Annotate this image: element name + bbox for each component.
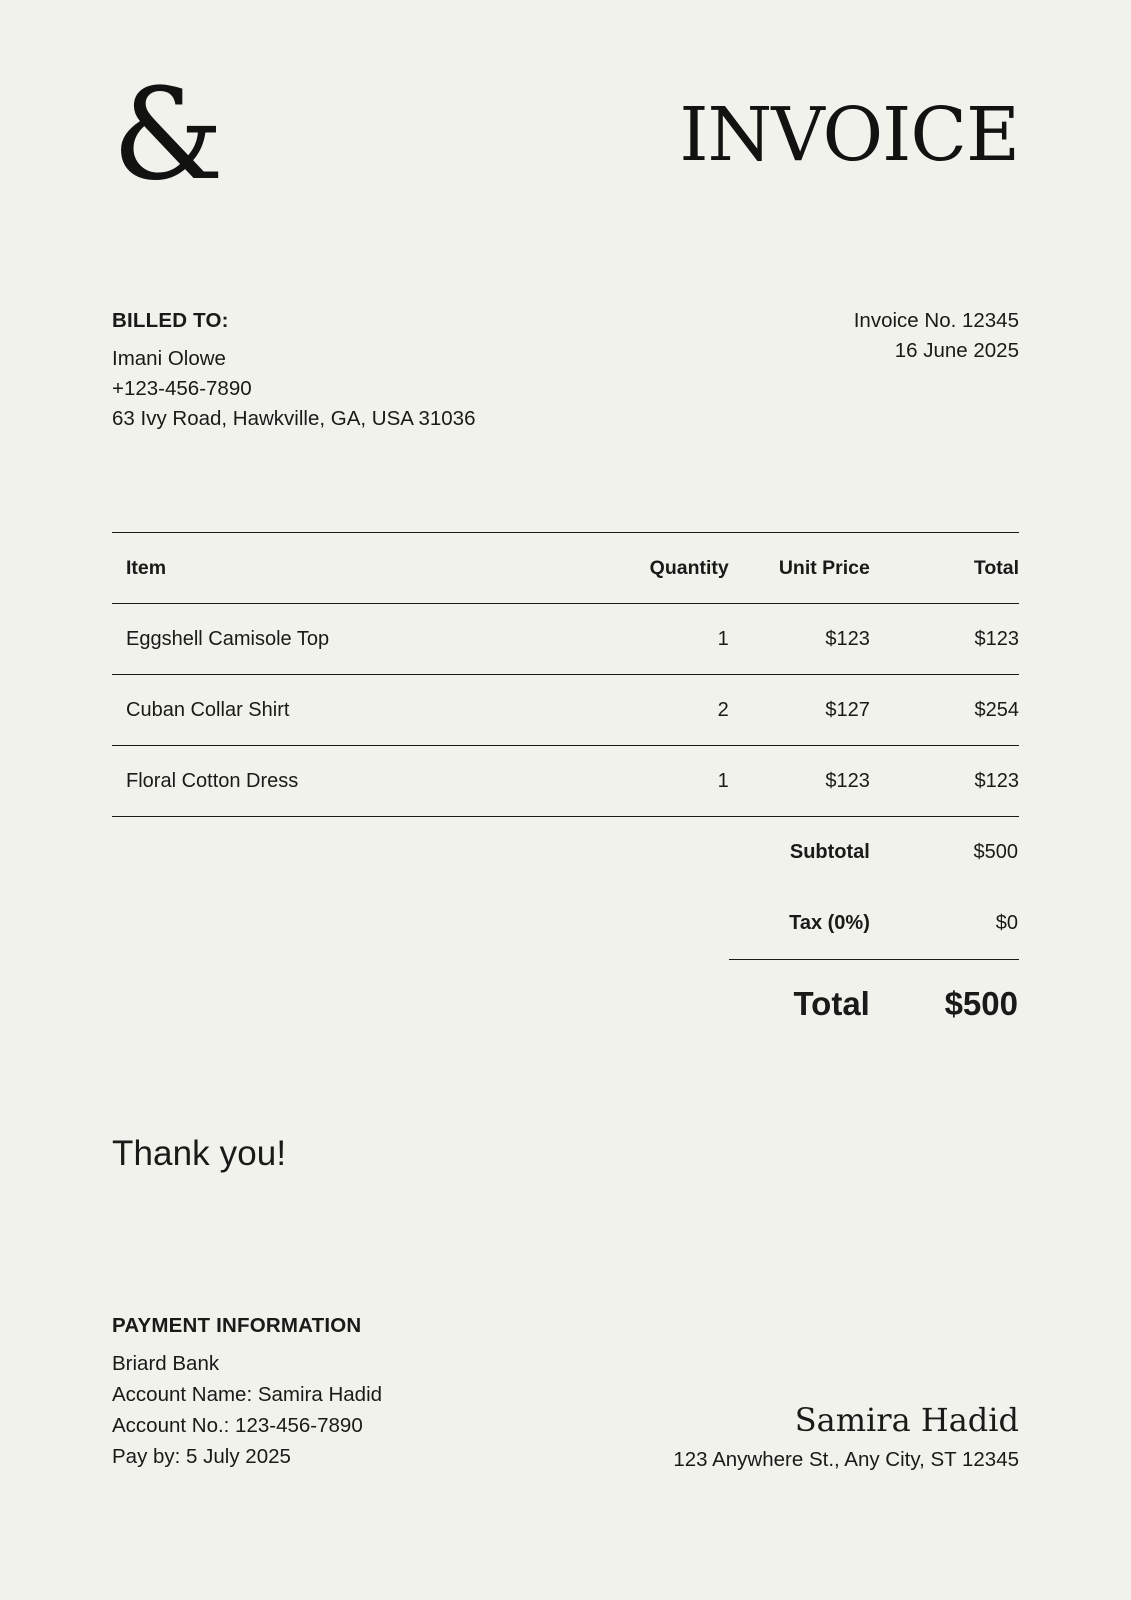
summary-spacer <box>112 888 584 959</box>
invoice-number-block <box>854 306 1019 366</box>
line-items-table <box>112 532 1019 817</box>
table-body <box>112 604 1019 817</box>
signature-block <box>673 1400 1019 1472</box>
invoice-number: Invoice No. 12345 <box>853 309 1019 332</box>
tax-label: Tax (0%) <box>789 912 870 934</box>
column-header-total: Total <box>874 533 1019 604</box>
table-row <box>112 604 1019 675</box>
invoice-date: 16 June 2025 <box>894 339 1019 362</box>
cell-total: $123 <box>874 604 1019 675</box>
cell-unit-price: $127 <box>729 675 874 746</box>
payment-information-block <box>112 1310 382 1472</box>
grand-total-label: Total <box>793 985 870 1022</box>
page-title: INVOICE <box>679 92 1019 178</box>
subtotal-value: $500 <box>973 841 1018 863</box>
grand-total-value: $500 <box>944 985 1018 1022</box>
grand-total-row <box>112 960 1019 1049</box>
billed-to-name: Imani Olowe <box>112 347 226 370</box>
payment-account-number: Account No.: 123-456-7890 <box>112 1414 363 1437</box>
billed-to-phone: +123-456-7890 <box>112 377 252 400</box>
table-row <box>112 746 1019 817</box>
summary-spacer <box>584 817 729 888</box>
table-header-row <box>112 533 1019 604</box>
tax-value: $0 <box>995 912 1018 934</box>
cell-item: Cuban Collar Shirt <box>112 675 584 746</box>
cell-unit-price: $123 <box>729 604 874 675</box>
summary-spacer <box>584 960 729 1049</box>
payment-account-name: Account Name: Samira Hadid <box>112 1383 383 1406</box>
column-header-quantity: Quantity <box>584 533 729 604</box>
summary-table <box>112 817 1019 1048</box>
column-header-unit-price: Unit Price <box>729 533 874 604</box>
table-row <box>112 675 1019 746</box>
payment-bank: Briard Bank <box>112 1352 220 1375</box>
cell-quantity: 2 <box>584 675 729 746</box>
invoice-header <box>112 0 1019 230</box>
billed-to-block <box>112 306 476 434</box>
table-header <box>112 533 1019 604</box>
cell-item: Eggshell Camisole Top <box>112 604 584 675</box>
invoice-footer <box>112 1310 1019 1472</box>
billed-to-address: 63 Ivy Road, Hawkville, GA, USA 31036 <box>112 407 476 430</box>
signature-address: 123 Anywhere St., Any City, ST 12345 <box>673 1448 1019 1471</box>
cell-total: $254 <box>874 675 1019 746</box>
cell-total: $123 <box>874 746 1019 817</box>
summary-spacer <box>112 960 584 1049</box>
thank-you-message: Thank you! <box>112 1134 287 1173</box>
summary-spacer <box>584 888 729 959</box>
billed-to-label: BILLED TO: <box>112 309 229 332</box>
subtotal-row <box>112 817 1019 888</box>
cell-unit-price: $123 <box>729 746 874 817</box>
cell-quantity: 1 <box>584 746 729 817</box>
cell-quantity: 1 <box>584 604 729 675</box>
subtotal-label: Subtotal <box>789 841 870 863</box>
tax-row <box>112 888 1019 959</box>
column-header-item: Item <box>112 533 584 604</box>
summary-spacer <box>112 817 584 888</box>
invoice-meta-section <box>112 306 1019 434</box>
payment-information-label: PAYMENT INFORMATION <box>112 1314 362 1337</box>
signature-name: Samira Hadid <box>794 1400 1019 1439</box>
payment-pay-by: Pay by: 5 July 2025 <box>112 1445 291 1468</box>
ampersand-logo-icon: & <box>112 61 223 208</box>
cell-item: Floral Cotton Dress <box>112 746 584 817</box>
